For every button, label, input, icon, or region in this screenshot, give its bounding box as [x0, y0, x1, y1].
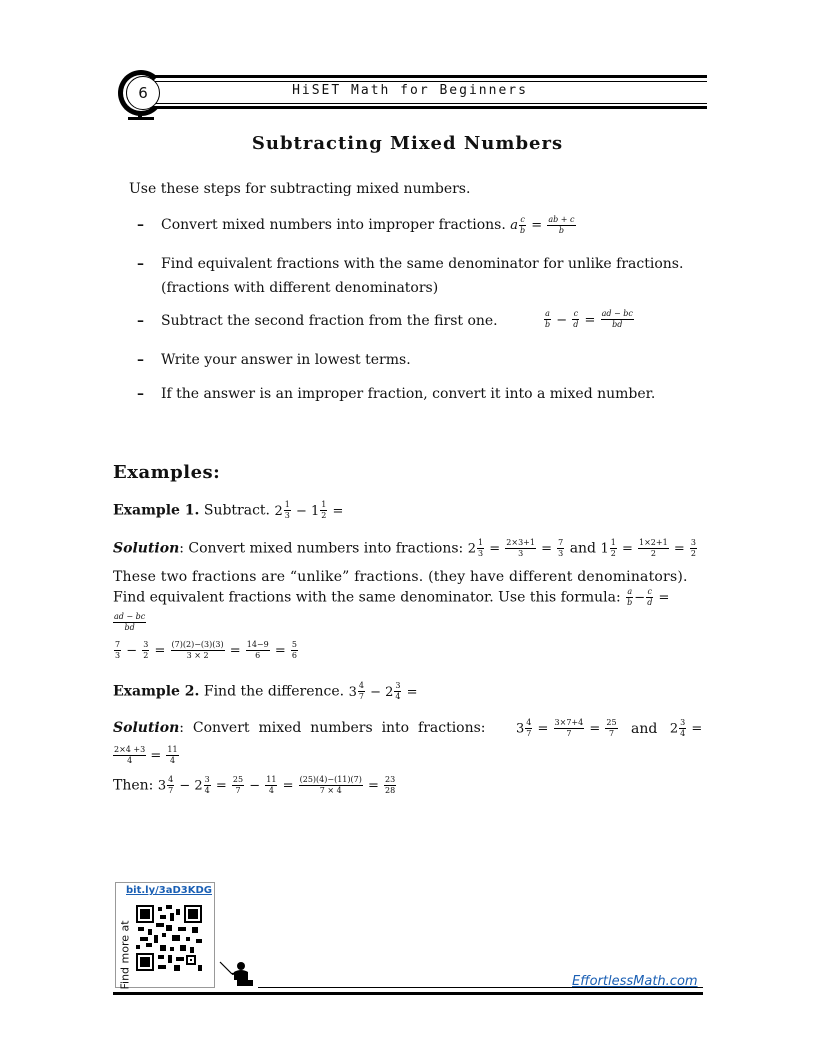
header-rule-top — [150, 75, 707, 78]
example-2-expression: 3 $\frac{4}{7}$ − 2 $\frac{3}{4}$ = — [348, 681, 418, 701]
example-1-prompt: Subtract. — [203, 502, 271, 519]
solution-text: : Convert mixed numbers into fractions: — [179, 720, 486, 736]
qr-code-icon[interactable] — [136, 905, 202, 971]
then-word: Then: — [113, 777, 154, 794]
step-text: Write your answer in lowest terms. — [161, 352, 411, 368]
formula-mixed-to-improper: a $\frac{c}{b}$ = $\frac{ab + c}{b}$ — [510, 214, 575, 235]
formula-subtract-fractions: $\frac{a}{b}$ − $\frac{c}{d}$ = $\frac{ad - bc}{bd}$ — [545, 309, 633, 329]
example-1-solution: Solution: Convert mixed numbers into fractions: 2 $\frac{1}{3}$ = $\frac{2\times 3+1}{3}$ = $\frac{7}{3}$ and 1 $\frac{1}{2}$ = $\frac{1\times 2+1}{2}$ = $\frac{3}{2}$ — [113, 538, 696, 558]
example-2-line — [113, 681, 418, 702]
intro-text: Use these steps for subtracting mixed numbers. — [129, 181, 471, 197]
and-word: and — [569, 540, 597, 557]
example-2-solution-math: 3 $\frac{4}{7}$ = $\frac{3\times 7+4}{7}$ = $\frac{25}{7}$ and 2 $\frac{3}{4}$ = — [516, 718, 703, 738]
solution-label: Solution — [113, 540, 180, 557]
header-rule-top-thin — [150, 81, 707, 82]
step-4: – Write your answer in lowest terms. — [137, 352, 411, 368]
step-2-continued: (fractions with different denominators) — [161, 280, 439, 296]
example-2-solution — [113, 720, 486, 736]
step-5: – If the answer is an improper fraction, convert it into a mixed number. — [137, 386, 656, 402]
qr-link[interactable]: bit.ly/3aD3KDG — [126, 885, 212, 896]
example-1-computation: $\frac{7}{3}$ − $\frac{3}{2}$ = $\frac{(7)(2)-(3)(3)}{3 \times 2}$ = $\frac{14-9}{6}$ = $\frac{5}{6}$ — [115, 640, 297, 660]
solution-text: : Convert mixed numbers into fractions: — [179, 540, 464, 557]
step-text: If the answer is an improper fraction, convert it into a mixed number. — [161, 386, 656, 402]
step-dash: – — [137, 217, 144, 233]
example-2-computation: Then: 3 $\frac{4}{7}$ − 2 $\frac{3}{4}$ = $\frac{25}{7}$ − $\frac{11}{4}$ = $\frac{(25)(4)-(11)(7)}{7 \times 4}$ = $\frac{23}{28}$ — [113, 775, 396, 795]
footer-rule-thick — [113, 992, 703, 995]
page-title: Subtracting Mixed Numbers — [251, 133, 564, 154]
example-2-solution-result: $\frac{2\times 4 +3}{4}$ = $\frac{11}{4}$ — [114, 745, 178, 765]
find-more-label: Find more at — [118, 920, 132, 990]
example-1-paragraph-2: Find equivalent fractions with the same denominator. Use this formula: $\frac{a}{b}$ − $\frac{c}{d}$ = — [113, 587, 670, 607]
example-1-line — [113, 500, 343, 521]
example-1-expression: 2 $\frac{1}{3}$ − 1 $\frac{1}{2}$ = — [274, 500, 344, 520]
example-1-label: Example 1. — [113, 502, 200, 519]
step-text: Find equivalent fractions with the same denominator for unlike fractions. — [161, 256, 684, 272]
step-text: Subtract the second fraction from the first one. — [161, 313, 498, 329]
step-2: – Find equivalent fractions with the same denominator for unlike fractions. — [137, 256, 684, 272]
and-word: and — [631, 720, 658, 737]
example-2-prompt: Find the difference. — [203, 683, 345, 700]
example-2-label: Example 2. — [113, 683, 200, 700]
examples-heading: Examples: — [113, 462, 221, 483]
example-1-paragraph-1: These two fractions are “unlike” fractions. (they have different denominators). — [113, 569, 688, 585]
book-title: HiSET Math for Beginners — [292, 83, 528, 98]
step-text: Convert mixed numbers into improper fractions. — [161, 217, 506, 233]
page-number-stand-base — [128, 117, 154, 120]
header-rule-bottom — [150, 106, 707, 109]
solution-label: Solution — [113, 720, 180, 736]
header-rule-bottom-thin — [150, 103, 707, 104]
example-1-formula-result: $\frac{ad - bc}{bd}$ — [114, 612, 146, 632]
step-1 — [137, 213, 577, 238]
page-number: 6 — [126, 76, 160, 110]
website-link[interactable]: EffortlessMath.com — [572, 974, 698, 989]
teacher-icon — [218, 958, 258, 988]
step-3: – Subtract the second fraction from the first one. — [137, 313, 498, 329]
